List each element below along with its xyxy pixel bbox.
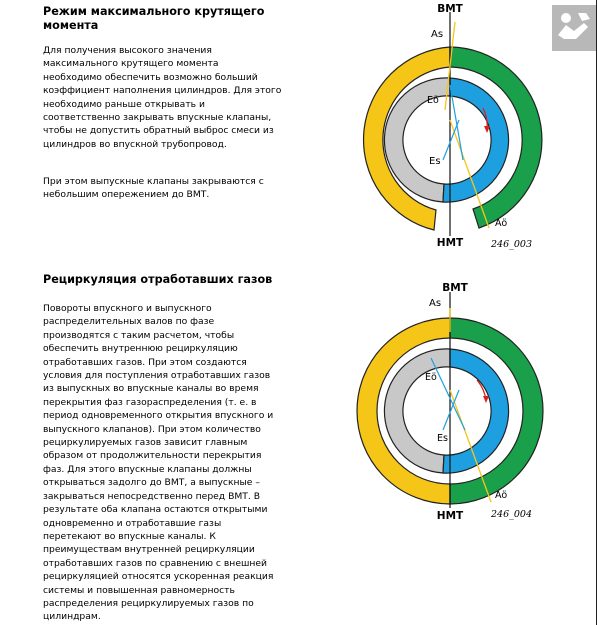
text-line: перекрытия фаз газораспределения (т. е. в xyxy=(43,396,257,408)
valve-timing-svg xyxy=(355,0,545,255)
text-line: распределения рециркулируемых газов по xyxy=(43,597,254,609)
text-line: рециркуляцией относятся ускоренная реакция xyxy=(43,571,274,583)
label-bdc: НМТ xyxy=(436,237,464,249)
intake-arc-gray xyxy=(384,349,450,473)
label-bdc: НМТ xyxy=(436,510,464,522)
text-line: одновременно и отработавшие газы xyxy=(43,517,222,529)
text-line: коэффициент наполнения цилиндров. Для этого xyxy=(43,85,282,97)
text-line: необходимо обеспечить возможно больший xyxy=(43,71,258,83)
text-line: преимуществам внутренней рециркуляции xyxy=(43,544,255,556)
rotation-arrowhead-icon xyxy=(483,396,489,403)
text-line: результате оба клапана остаются открытыми xyxy=(43,504,268,516)
title-line: Режим максимального крутящего xyxy=(43,5,265,18)
label-es: Es xyxy=(437,433,448,444)
text-line: максимального крутящего момента xyxy=(43,58,219,70)
label-tdc: ВМТ xyxy=(437,3,463,15)
label-ao: Aö xyxy=(495,490,508,501)
label-as: Aѕ xyxy=(429,298,442,309)
text-line: Повороты впускного и выпускного xyxy=(43,303,212,314)
text-line: Для получения высокого значения xyxy=(43,45,212,56)
text-line: отработавших газов. При этом создаются xyxy=(43,356,247,368)
es-marker-line xyxy=(443,390,459,430)
paragraph-egr xyxy=(43,302,273,624)
text-line: условия для поступления отработавших газов xyxy=(43,370,271,382)
text-line: цилиндров во впускной трубопровод. xyxy=(43,138,227,150)
text-line: открываться задолго до ВМТ, а выпускные – xyxy=(43,477,260,489)
text-line: производятся с таким расчетом, чтобы xyxy=(43,329,235,341)
label-ao: Aö xyxy=(495,218,508,229)
text-line: небольшим опережением до ВМТ. xyxy=(43,189,210,201)
hand-icon xyxy=(552,5,597,51)
text-line: цилиндрам. xyxy=(43,611,101,623)
text-line: обеспечить внутреннюю рециркуляцию xyxy=(43,343,238,355)
text-line: соответственно закрывать впускные клапаны, xyxy=(43,112,272,124)
text-line: отработавших газов по сравнению с внешней xyxy=(43,557,268,569)
label-as: Aѕ xyxy=(431,29,444,40)
paragraph-max-torque-1 xyxy=(43,44,281,151)
text-line: период одновременного открытия впускного и xyxy=(43,410,274,422)
text-line: из выпускных во впускные каналы во время xyxy=(43,383,259,395)
rotation-arrowhead-icon xyxy=(484,126,490,133)
label-eo: Eö xyxy=(425,372,437,383)
exhaust-arc-yellow xyxy=(364,47,450,230)
title-line: Рециркуляция отработавших газов xyxy=(43,273,273,286)
page-right-border xyxy=(596,0,597,625)
label-es: Es xyxy=(429,156,441,167)
valve-timing-diagram-1 xyxy=(355,0,545,255)
text-line: выпускного клапанов). При этом количество xyxy=(43,423,261,435)
text-line: необходимо раньше открывать и xyxy=(43,98,205,110)
valve-timing-diagram-2 xyxy=(355,280,545,535)
text-line: образом от продолжительности перекрытия xyxy=(43,450,262,462)
text-line: фаз. Для этого впускные клапаны должны xyxy=(43,463,252,475)
section-title-max-torque xyxy=(43,5,264,33)
label-tdc: ВМТ xyxy=(442,282,468,294)
title-line: момента xyxy=(43,19,99,32)
text-line: При этом выпускные клапаны закрываются с xyxy=(43,176,264,187)
intake-arc-blue xyxy=(443,78,509,202)
text-line: чтобы не допустить обратный выброс смеси из xyxy=(43,125,274,137)
intake-arc-blue xyxy=(443,349,509,473)
text-line: закрываться непосредственно перед ВМТ. В xyxy=(43,490,261,502)
paragraph-max-torque-2 xyxy=(43,175,264,202)
label-eo: Eö xyxy=(427,95,439,106)
text-line: системы и повышенная равномерность xyxy=(43,584,235,596)
valve-timing-svg xyxy=(355,280,545,535)
section-title-egr xyxy=(43,273,272,287)
text-line: перетекают во впускные каналы. К xyxy=(43,530,216,542)
text-line: рециркулируемых газов зависит главным xyxy=(43,437,248,449)
figure-caption: 246_003 xyxy=(491,239,533,250)
figure-caption: 246_004 xyxy=(491,509,533,520)
text-line: распределительных валов по фазе xyxy=(43,316,215,328)
